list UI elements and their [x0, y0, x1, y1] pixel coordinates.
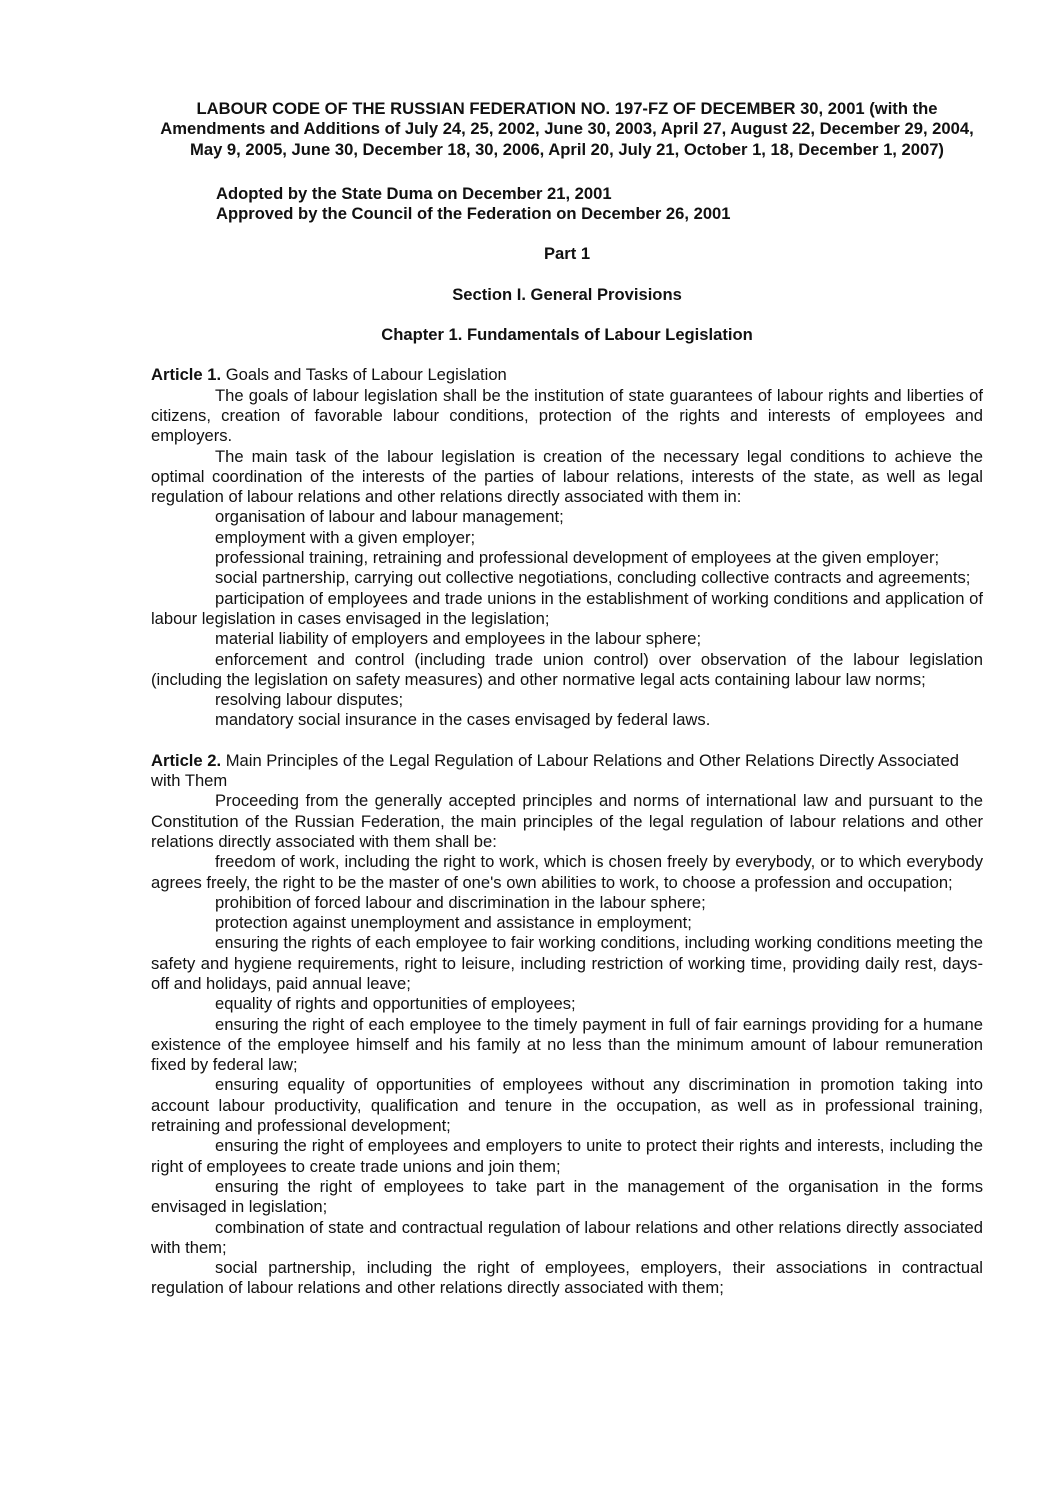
article-paragraph: ensuring the right of each employee to the timely payment in full of fair earnings providing for a humane existence of the employee himself and his family at no less than the minimum amount of labour remuneration fixed by federal law;: [151, 1014, 983, 1075]
document-page: [151, 99, 983, 1299]
article-paragraph: prohibition of forced labour and discrimination in the labour sphere;: [215, 892, 706, 912]
article-paragraph: combination of state and contractual regulation of labour relations and other relations directly associated with them;: [151, 1217, 983, 1257]
article-paragraph: employment with a given employer;: [215, 527, 476, 547]
article-paragraph: freedom of work, including the right to work, which is chosen freely by everybody, or to which everybody agrees freely, the right to be the master of one's own abilities to work, to choose a profession and occupation;: [151, 852, 983, 892]
article-paragraph: social partnership, including the right of employees, employers, their associations in contractual regulation of labour relations and other relations directly associated with them;: [151, 1258, 983, 1298]
article-paragraph: professional training, retraining and professional development of employees at the given employer;: [215, 548, 940, 568]
article-title: Goals and Tasks of Labour Legislation: [225, 365, 507, 385]
article-paragraph: social partnership, carrying out collective negotiations, concluding collective contracts and agreements;: [215, 568, 971, 588]
article-paragraph: Proceeding from the generally accepted principles and norms of international law and pursuant to the Constitution of the Russian Federation, the main principles of the legal regulation of labour relations and other relations directly associated with them shall be:: [151, 791, 983, 851]
adopted-line: Adopted by the State Duma on December 21, 2001: [216, 183, 612, 203]
article-paragraph: ensuring equality of opportunities of employees without any discrimination in promotion taking into account labour productivity, qualification and tenure in the occupation, as well as in professional training, retraining and professional development;: [151, 1075, 983, 1136]
article-1: [151, 365, 983, 730]
part-heading: Part 1: [543, 244, 591, 264]
article-paragraph: organisation of labour and labour management;: [215, 507, 564, 527]
article-paragraph: ensuring the rights of each employee to fair working conditions, including working conditions meeting the safety and hygiene requirements, right to leisure, including restriction of working time, providing daily rest, days-off and holidays, paid annual leave;: [151, 933, 983, 993]
adoption-info: [216, 184, 983, 225]
article-number: Article 2.: [151, 750, 222, 770]
section-heading: Section I. General Provisions: [452, 284, 682, 304]
article-2: [151, 751, 983, 1299]
article-paragraph: material liability of employers and employees in the labour sphere;: [215, 629, 702, 649]
document-title: LABOUR CODE OF THE RUSSIAN FEDERATION NO. 197-FZ OF DECEMBER 30, 2001 (with the Amendments and Additions of July 24, 25, 2002, June 30, 2003, April 27, August 22, December 29, 2004, May 9, 2005, June 30, December 18, 30, 2006, April 20, July 21, October 1, 18, December 1, 2007): [160, 99, 974, 159]
article-heading: [151, 365, 983, 385]
article-heading: [151, 751, 983, 792]
approved-line: Approved by the Council of the Federation on December 26, 2001: [216, 204, 731, 224]
article-paragraph: enforcement and control (including trade union control) over observation of the labour legislation (including the legislation on safety measures) and other normative legal acts containing labour law norms;: [151, 649, 983, 689]
chapter-heading: Chapter 1. Fundamentals of Labour Legislation: [381, 325, 753, 345]
article-paragraph: The goals of labour legislation shall be the institution of state guarantees of labour rights and liberties of citizens, creation of favorable labour conditions, protection of the rights and interests of employees and employers.: [151, 385, 983, 446]
article-title: Main Principles of the Legal Regulation of Labour Relations and Other Relations Directly Associated with Them: [151, 750, 960, 791]
article-paragraph: ensuring the right of employees and employers to unite to protect their rights and interests, including the right of employees to create trade unions and join them;: [151, 1136, 983, 1176]
article-paragraph: equality of rights and opportunities of employees;: [215, 994, 576, 1014]
article-paragraph: mandatory social insurance in the cases envisaged by federal laws.: [215, 710, 711, 730]
article-paragraph: resolving labour disputes;: [215, 690, 404, 710]
article-paragraph: ensuring the right of employees to take part in the management of the organisation in the forms envisaged in legislation;: [151, 1176, 983, 1217]
article-paragraph: participation of employees and trade unions in the establishment of working conditions and application of labour legislation in cases envisaged in the legislation;: [151, 588, 983, 628]
article-paragraph: The main task of the labour legislation is creation of the necessary legal conditions to achieve the optimal coordination of the interests of the parties of labour relations, interests of the state, as well as legal regulation of labour relations and other relations directly associated with them in:: [151, 446, 983, 507]
article-paragraph: protection against unemployment and assistance in employment;: [215, 913, 692, 933]
article-number: Article 1.: [151, 365, 222, 385]
